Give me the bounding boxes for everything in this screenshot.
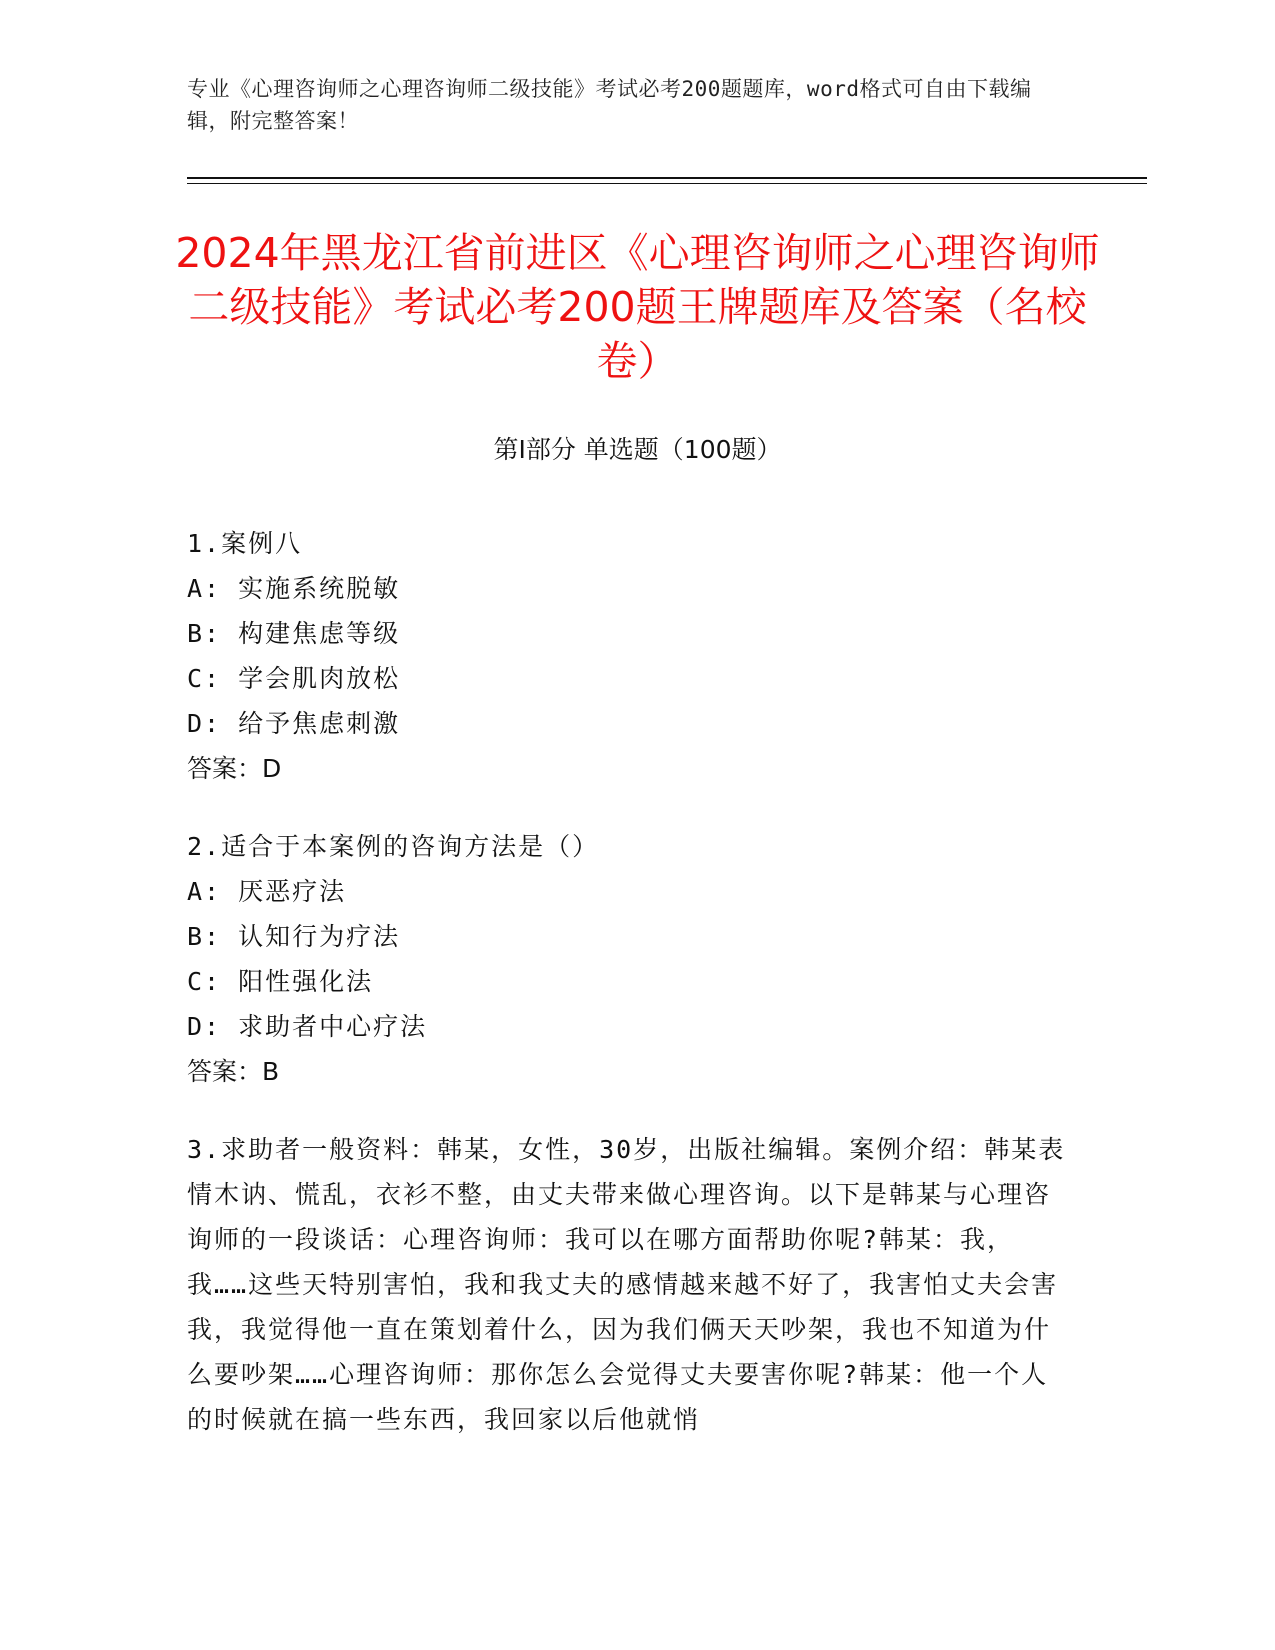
header-divider-thick bbox=[187, 177, 1147, 179]
option-b: B: 构建焦虑等级 bbox=[187, 619, 401, 648]
question-list bbox=[187, 521, 1067, 1475]
option-d: D: 给予焦虑刺激 bbox=[187, 709, 401, 738]
header-note: 专业《心理咨询师之心理咨询师二级技能》考试必考200题题库，word格式可自由下载编辑，附完整答案！ bbox=[187, 77, 1032, 133]
option-c: C: 阳性强化法 bbox=[187, 967, 374, 996]
question-3 bbox=[187, 1127, 1067, 1442]
option-d: D: 求助者中心疗法 bbox=[187, 1012, 428, 1041]
question-1 bbox=[187, 521, 1067, 791]
header-divider-thin bbox=[187, 183, 1147, 184]
question-answer: 答案：D bbox=[187, 754, 282, 783]
question-answer: 答案：B bbox=[187, 1057, 280, 1086]
option-b: B: 认知行为疗法 bbox=[187, 922, 401, 951]
question-stem: 3.求助者一般资料：韩某，女性，30岁，出版社编辑。案例介绍：韩某表情木讷、慌乱，衣衫不整，由丈夫带来做心理咨询。以下是韩某与心理咨询师的一段谈话：心理咨询师：我可以在哪方面帮助你呢?韩某：我，我……这些天特别害怕，我和我丈夫的感情越来越不好了，我害怕丈夫会害我，我觉得他一直在策划着什么，因为我们俩天天吵架，我也不知道为什么要吵架……心理咨询师：那你怎么会觉得丈夫要害你呢?韩某：他一个人的时候就在搞一些东西，我回家以后他就悄 bbox=[187, 1135, 1066, 1434]
question-stem: 2.适合于本案例的咨询方法是（） bbox=[187, 832, 600, 861]
section-title: 第I部分 单选题（100题） bbox=[493, 435, 782, 464]
option-c: C: 学会肌肉放松 bbox=[187, 664, 401, 693]
question-2 bbox=[187, 824, 1067, 1094]
option-a: A: 实施系统脱敏 bbox=[187, 574, 401, 603]
question-stem: 1.案例八 bbox=[187, 529, 303, 558]
option-a: A: 厌恶疗法 bbox=[187, 877, 347, 906]
document-title: 2024年黑龙江省前进区《心理咨询师之心理咨询师二级技能》考试必考200题王牌题库及答案（名校卷） bbox=[175, 229, 1100, 385]
